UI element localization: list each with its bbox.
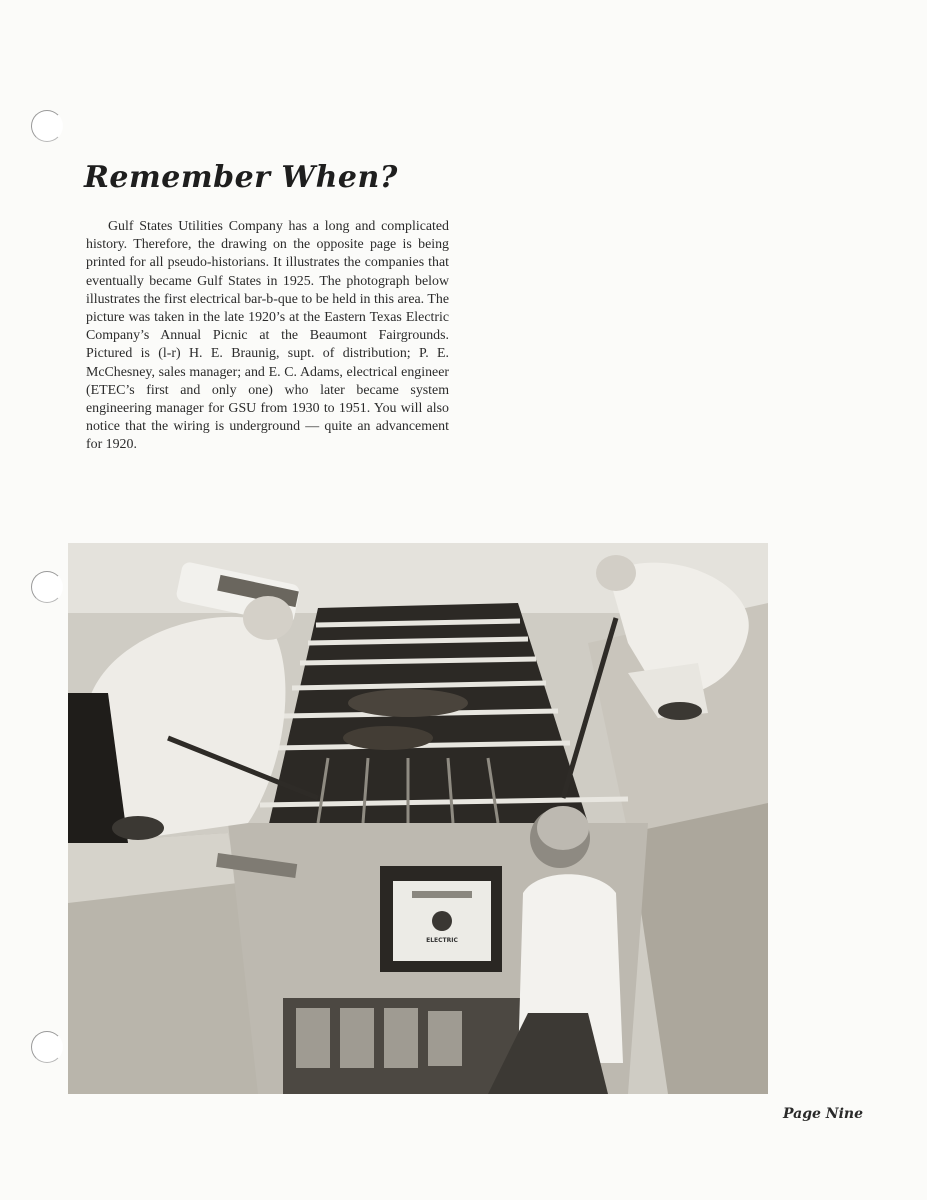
punch-hole-bottom: [31, 1031, 63, 1063]
barbecue-photo: [68, 543, 768, 1094]
punch-hole-top: [31, 110, 63, 142]
oven-label: ELECTRIC: [426, 937, 458, 944]
page-number: Page Nine: [783, 1106, 863, 1122]
punch-hole-middle: [31, 571, 63, 603]
page-title: Remember When?: [84, 160, 398, 195]
barbecue-photo-illustration: [68, 543, 768, 1094]
article-paragraph: Gulf States Utilities Company has a long and complicated history. Therefore, the drawing on the opposite page is being printed for all pseudo-historians. It illustrates the companies that eventually became Gulf States in 1925. The photograph below illustrates the first electrical bar-b-que to be held in this area. The picture was taken in the late 1920’s at the Eastern Texas Electric Company’s Annual Picnic at the Beaumont Fairgrounds. Pictured is (l-r) H. E. Braunig, supt. of distribution; P. E. McChesney, sales manager; and E. C. Adams, electrical engineer (ETEC’s first and only one) who later became system engineering manager for GSU from 1930 to 1951. You will also notice that the wiring is underground — quite an advancement for 1920.: [86, 219, 449, 453]
